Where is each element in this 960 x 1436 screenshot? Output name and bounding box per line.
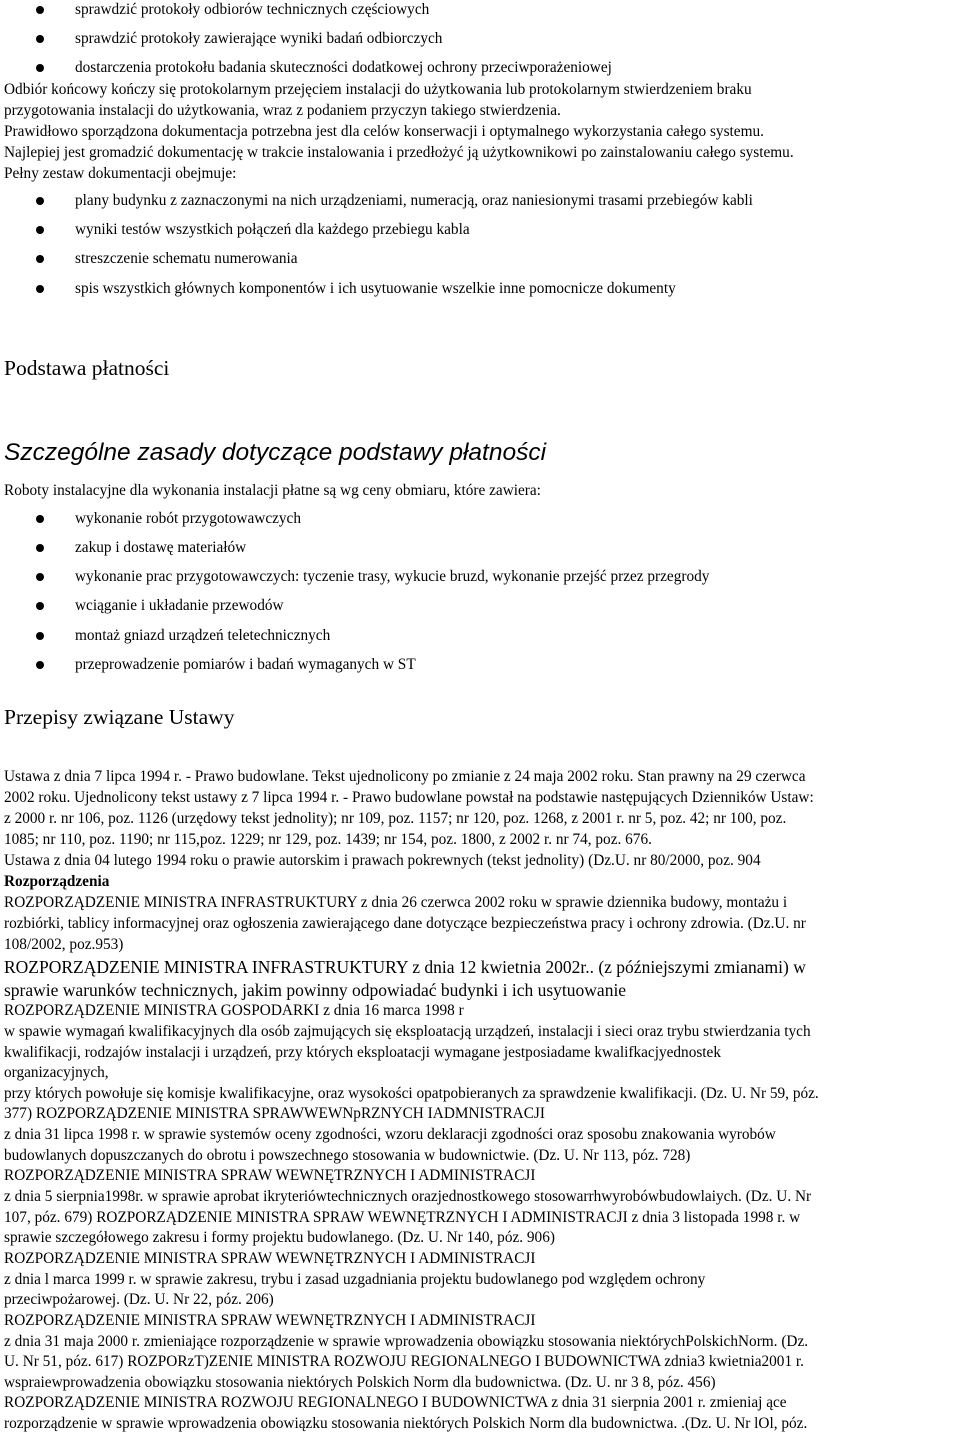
text-line: Ustawa z dnia 04 lutego 1994 roku o prawie autorskim i prawach pokrewnych (tekst jednolity) (Dz.U. nr 80/2000, poz. 904 bbox=[4, 852, 761, 869]
text-line: z dnia l marca 1999 r. w sprawie zakresu, trybu i zasad uzgadniania projektu budowlanego pod względem ochrony bbox=[4, 1271, 706, 1288]
bullet-icon bbox=[36, 661, 44, 669]
list-item-text: przeprowadzenie pomiarów i badań wymaganych w ST bbox=[75, 656, 416, 673]
text-line: Pełny zestaw dokumentacji obejmuje: bbox=[4, 165, 237, 182]
bullet-icon bbox=[36, 632, 44, 640]
text-line: ROZPORZĄDZENIE MINISTRA GOSPODARKI z dnia 16 marca 1998 r bbox=[4, 1002, 464, 1019]
text-line: 2002 roku. Ujednolicony tekst ustawy z 7 lipca 1994 r. - Prawo budowlane powstał na podstawie następujących Dzienników Ustaw: bbox=[4, 789, 814, 806]
text-line: Ustawa z dnia 7 lipca 1994 r. - Prawo budowlane. Tekst ujednolicony po zmianie z 24 maja 2002 roku. Stan prawny na 29 czerwca bbox=[4, 768, 806, 785]
list-item-text: sprawdzić protokoły odbiorów technicznych częściowych bbox=[75, 1, 430, 18]
text-line: z dnia 31 lipca 1998 r. w sprawie systemów oceny zgodności, wzoru deklaracji zgodności oraz sposobu znakowania wyrobów bbox=[4, 1126, 776, 1143]
list-item-text: sprawdzić protokoły zawierające wyniki badań odbiorczych bbox=[75, 30, 443, 47]
text-line: wspraiewprowadzenia obowiązku stosowania niektórych Polskich Norm dla budownictwa. (Dz. U. nr 3 8, póz. 456) bbox=[4, 1374, 716, 1391]
text-line: przeciwpożarowej. (Dz. U. Nr 22, póz. 206) bbox=[4, 1291, 274, 1308]
bullet-icon bbox=[36, 64, 44, 72]
works-intro: Roboty instalacyjne dla wykonania instalacji płatne są wg ceny obmiaru, które zawiera: bbox=[4, 482, 541, 499]
heading-special-rules: Szczególne zasady dotyczące podstawy płatności bbox=[4, 439, 547, 466]
list-item-text: spis wszystkich głównych komponentów i ich usytuowanie wszelkie inne pomocnicze dokumenty bbox=[75, 280, 676, 297]
list-item-text: streszczenie schematu numerowania bbox=[75, 250, 298, 267]
text-line: z 2000 r. nr 106, poz. 1126 (urzędowy tekst jednolity); nr 109, poz. 1157; nr 120, poz. 1268, z 2001 r. nr 5, poz. 42; nr 100, poz. bbox=[4, 810, 787, 827]
text-line: ROZPORZĄDZENIE MINISTRA INFRASTRUKTURY z dnia 12 kwietnia 2002r.. (z późniejszymi zmianami) w bbox=[4, 957, 806, 977]
text-line: rozbiórki, tablicy informacyjnej oraz ogłoszenia zawierającego dane dotyczące bezpieczeństwa pracy i ochrony zdrowia. (Dz.U. nr bbox=[4, 915, 806, 932]
bullet-icon bbox=[36, 255, 44, 263]
text-line: kwalifikacji, rodzajów instalacji i urządzeń, przy których eksploatacji wymagane jestposiadame kwalifkacjyednostek bbox=[4, 1044, 721, 1061]
text-line: sprawie szczegółowego zakresu i formy projektu budowlanego. (Dz. U. Nr 140, póz. 906) bbox=[4, 1229, 555, 1246]
text-line: organizacyjnych, bbox=[4, 1064, 109, 1081]
text-line: Odbiór końcowy kończy się protokolarnym przejęciem instalacji do użytkowania lub protokolarnym stwierdzeniem braku bbox=[4, 81, 752, 98]
bullet-icon bbox=[36, 6, 44, 14]
text-line: sprawie warunków technicznych, jakim powinny odpowiadać budynki i ich usytuowanie bbox=[4, 980, 627, 1000]
list-item-text: zakup i dostawę materiałów bbox=[75, 539, 247, 556]
bullet-icon bbox=[36, 285, 44, 293]
text-line: w spawie wymagań kwalifikacyjnych dla osób zajmujących się eksploatacją urządzeń, instalacji i sieci oraz trybu stwierdzania tych bbox=[4, 1023, 811, 1040]
bullet-icon bbox=[36, 573, 44, 581]
text-line: 108/2002, poz.953) bbox=[4, 936, 124, 953]
text-line: ROZPORZĄDZENIE MINISTRA SPRAW WEWNĘTRZNYCH I ADMINISTRACJI bbox=[4, 1312, 536, 1329]
text-line: przygotowania instalacji do użytkowania, wraz z podaniem przyczyn takiego stwierdzenia. bbox=[4, 102, 561, 119]
text-line: ROZPORZĄDZENIE MINISTRA INFRASTRUKTURY z dnia 26 czerwca 2002 roku w sprawie dziennika budowy, montażu i bbox=[4, 894, 788, 911]
text-line: z dnia 5 sierpnia1998r. w sprawie aprobat ikryteriówtechnicznych orazjednostkowego stosowarrhwyrobówbudowlaiych. (Dz. U. Nr bbox=[4, 1188, 812, 1205]
list-item-text: plany budynku z zaznaczonymi na nich urządzeniami, numeracją, oraz naniesionymi trasami przebiegów kabli bbox=[75, 192, 753, 209]
text-line: budowlanych dopuszczanych do obrotu i powszechnego stosowania w budownictwie. (Dz. U. Nr 113, póz. 728) bbox=[4, 1147, 691, 1164]
text-line: z dnia 31 maja 2000 r. zmieniające rozporządzenie w sprawie wprowadzenia obowiązku stosowania niektórychPolskichNorm. (Dz. bbox=[4, 1333, 809, 1350]
list-item-text: wyniki testów wszystkich połączeń dla każdego przebiegu kabla bbox=[75, 221, 470, 238]
heading-related-regulations: Przepisy związane Ustawy bbox=[4, 705, 235, 729]
list-item-text: dostarczenia protokołu badania skuteczności dodatkowej ochrony przeciwporażeniowej bbox=[75, 59, 612, 76]
list-item-text: wykonanie robót przygotowawczych bbox=[75, 510, 301, 527]
list-item-text: montaż gniazd urządzeń teletechnicznych bbox=[75, 627, 331, 644]
list-item-text: wciąganie i układanie przewodów bbox=[75, 597, 284, 614]
text-line: ROZPORZĄDZENIE MINISTRA SPRAW WEWNĘTRZNYCH I ADMINISTRACJI bbox=[4, 1250, 536, 1267]
heading-payment-basis: Podstawa płatności bbox=[4, 356, 170, 380]
text-line: 1085; nr 110, poz. 1190; nr 115,poz. 1229; nr 129, poz. 1439; nr 154, poz. 1800, z 2002 r. nr 74, poz. 676. bbox=[4, 831, 652, 848]
text-line: 107, póz. 679) ROZPORZĄDZENIE MINISTRA SPRAW WEWNĘTRZNYCH I ADMINISTRACJI z dnia 3 listopada 1998 r. w bbox=[4, 1209, 801, 1226]
text-line: Najlepiej jest gromadzić dokumentację w trakcie instalowania i przedłożyć ją użytkownikowi po zainstalowaniu całego systemu. bbox=[4, 144, 794, 161]
text-line: U. Nr 51, póz. 617) ROZPORzT)ZENIE MINISTRA ROZWOJU REGIONALNEGO I BUDOWNICTWA zdnia3 kwietnia2001 r. bbox=[4, 1353, 805, 1370]
regulations-label: Rozporządzenia bbox=[4, 873, 110, 890]
bullet-icon bbox=[36, 35, 44, 43]
list-item-text: wykonanie prac przygotowawczych: tyczenie trasy, wykucie bruzd, wykonanie przejść przez przegrody bbox=[75, 568, 710, 585]
text-line: Prawidłowo sporządzona dokumentacja potrzebna jest dla celów konserwacji i optymalnego wykorzystania całego systemu. bbox=[4, 123, 764, 140]
text-line: ROZPORZĄDZENIE MINISTRA ROZWOJU REGIONALNEGO I BUDOWNICTWA z dnia 31 sierpnia 2001 r. zmieniaj ące bbox=[4, 1394, 787, 1411]
text-line: ROZPORZĄDZENIE MINISTRA SPRAW WEWNĘTRZNYCH I ADMINISTRACJI bbox=[4, 1167, 536, 1184]
bullet-icon bbox=[36, 197, 44, 205]
bullet-icon bbox=[36, 515, 44, 523]
bullet-icon bbox=[36, 544, 44, 552]
text-line: 377) ROZPORZĄDZENIE MINISTRA SPRAWWEWNpRZNYCH IADMNISTRACJI bbox=[4, 1105, 545, 1122]
text-line: rozporządzenie w sprawie wprowadzenia obowiązku stosowania niektórych Polskich Norm dla budownictwa. .(Dz. U. Nr lOl, póz. bbox=[4, 1415, 808, 1432]
text-line: przy których powołuje się komisje kwalifikacyjne, oraz wysokości opatpobieranych za sprawdzenie kwalifikacji. (Dz. U. Nr 59, póz. bbox=[4, 1085, 819, 1102]
bullet-icon bbox=[36, 226, 44, 234]
bullet-icon bbox=[36, 602, 44, 610]
